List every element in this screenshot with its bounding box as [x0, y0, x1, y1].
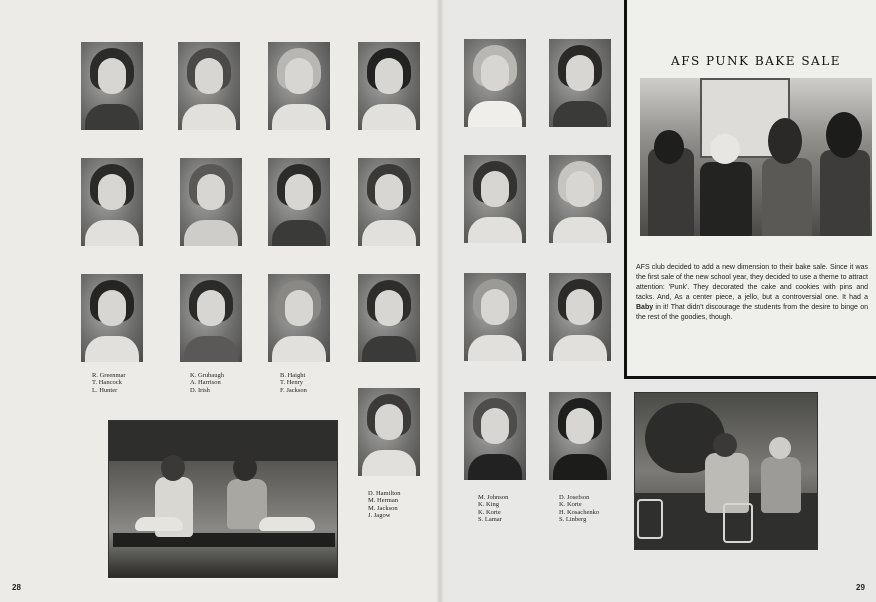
feature-title: AFS PUNK BAKE SALE — [671, 54, 841, 68]
student-figure — [700, 162, 752, 236]
student-figure — [820, 150, 870, 236]
student-portrait — [549, 39, 611, 127]
student-portrait — [358, 42, 420, 130]
student-portrait — [358, 388, 420, 476]
student-portrait — [549, 155, 611, 243]
chair — [723, 503, 753, 543]
student-legs — [259, 517, 315, 531]
bake-sale-photo — [640, 78, 872, 236]
name-caption: D. Hamilton M. Herman M. Jackson J. Jagow — [368, 490, 401, 520]
student-head — [233, 455, 257, 481]
student-figure — [761, 457, 801, 513]
student-portrait — [464, 273, 526, 361]
student-head — [826, 112, 862, 158]
student-portrait — [358, 158, 420, 246]
photo-background — [109, 421, 338, 461]
student-portrait — [549, 392, 611, 480]
name-caption: R. Greenmar T. Hancock L. Hunter — [92, 372, 126, 394]
student-head — [654, 130, 684, 164]
student-portrait — [180, 274, 242, 362]
student-hat — [710, 134, 740, 164]
student-portrait — [268, 158, 330, 246]
student-head — [161, 455, 185, 481]
student-portrait — [81, 42, 143, 130]
student-figure — [762, 158, 812, 236]
student-portrait — [268, 274, 330, 362]
student-portrait — [81, 158, 143, 246]
student-portrait — [464, 392, 526, 480]
feature-text-part: in it! That didn't discourage the students from the desire to binge on the rest of the goodies, though. — [636, 304, 868, 322]
stage-edge — [113, 533, 335, 547]
page-number-right: 29 — [856, 583, 865, 592]
page-number-left: 28 — [12, 583, 21, 592]
student-head — [713, 433, 737, 457]
student-head — [769, 437, 791, 459]
feature-text-part: AFS club decided to add a new dimension to their bake sale. Since it was the first sale of the new school year, they decided to use a theme to attract attention: 'Punk'. They decorated the cake and cookies with pins and tacks. And, As a center piece, a jello, but a controversial one. It had a — [636, 264, 868, 302]
student-portrait — [81, 274, 143, 362]
feature-bold-word: Baby — [636, 304, 654, 312]
student-portrait — [268, 42, 330, 130]
name-caption: D. Josefson K. Korte H. Kosachenko S. Linberg — [559, 494, 600, 524]
name-caption: M. Johnson K. King K. Korte S. Lamar — [478, 494, 509, 524]
student-portrait — [358, 274, 420, 362]
student-legs — [135, 517, 183, 531]
chair — [637, 499, 663, 539]
student-portrait — [464, 155, 526, 243]
student-portrait — [180, 158, 242, 246]
name-caption: B. Haight T. Henry F. Jackson — [280, 372, 307, 394]
student-portrait — [464, 39, 526, 127]
page-gutter — [436, 0, 444, 602]
feature-story — [636, 263, 868, 324]
student-portrait — [178, 42, 240, 130]
student-portrait — [549, 273, 611, 361]
name-caption: K. Grubaugh A. Harrison D. Irish — [190, 372, 224, 394]
student-head — [768, 118, 802, 164]
candid-photo — [634, 392, 818, 550]
candid-photo — [108, 420, 338, 578]
